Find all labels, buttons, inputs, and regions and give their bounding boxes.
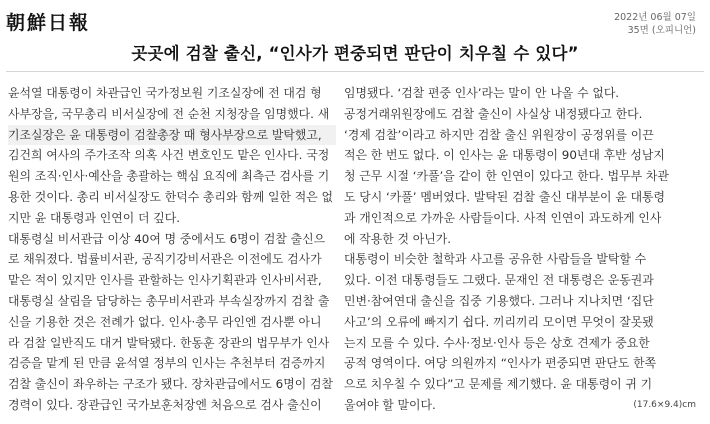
text-line: 청 근무 시절 ‘카풀’을 같이 한 인연이 있다고 한다. 법무부 차관 xyxy=(344,169,669,184)
clipping-size: (17.6×9.4)cm xyxy=(633,400,696,410)
text-line: 대통령실 살림을 담당하는 총무비서관과 부속실장까지 검찰 출 xyxy=(8,293,330,308)
text-line: 라 검찰 일반직도 대거 발탁됐다. 한동훈 장관의 법무부가 인사 xyxy=(8,335,330,350)
text-line: 에 작용한 것 아닌가. xyxy=(344,231,452,246)
text-line: 는지 모를 수 있다. 수사·정보·인사 등은 상호 견제가 중요한 xyxy=(344,335,650,350)
text-line: 도 당시 ‘카풀’ 멤버였다. 발탁된 검찰 출신 대부분이 윤 대통령 xyxy=(344,189,666,204)
publication-meta xyxy=(614,11,696,37)
text-line: 으로 치우칠 수 있다”고 문제를 제기했다. 윤 대통령이 귀 기 xyxy=(344,377,653,392)
text-line: 맡은 적이 있지만 인사를 관할하는 인사기획관과 인사비서관, xyxy=(8,273,322,288)
text-line: 기조실장은 윤 대통령이 검찰총장 때 형사부장으로 발탁했고, xyxy=(8,125,336,146)
text-line: 로 채워졌다. 법률비서관, 공직기강비서관은 이전에도 검사가 xyxy=(8,252,322,267)
text-line: ‘경제 검찰’이라고 하지만 검찰 출신 위원장이 공정위를 이끈 xyxy=(344,127,654,142)
text-line: 과 개인적으로 가까운 사람들이다. 사적 인연이 과도하게 인사 xyxy=(344,210,662,225)
text-line: 신을 기용한 것은 전례가 없다. 인사·총무 라인엔 검사뿐 아니 xyxy=(8,314,322,329)
text-line: 원의 조직·인사·예산을 총괄하는 핵심 요직에 최측근 검사를 기 xyxy=(8,169,330,184)
right-text-column xyxy=(344,83,704,416)
text-line: 사고’의 오류에 빠지기 쉽다. 끼리끼리 모이면 무엇이 잘못됐 xyxy=(344,314,654,329)
text-line: 임명됐다. ‘검찰 편중 인사’라는 말이 안 나올 수 없다. xyxy=(344,86,620,100)
text-line: 김건희 여사의 주가조작 의혹 사건 변호인도 맡은 인사다. 국정 xyxy=(8,148,330,163)
text-line: 윤석열 대통령이 차관급인 국가정보원 기조실장에 전 대검 형 xyxy=(8,86,322,100)
page-section: 35면 (오피니언) xyxy=(627,25,696,36)
text-line: 울여야 할 말이다. xyxy=(344,397,436,412)
text-line: 공정거래위원장에도 검찰 출신이 사실상 내정됐다고 한다. xyxy=(344,106,643,121)
text-line: 대통령실 비서관급 이상 40여 명 중에서도 6명이 검찰 출신으 xyxy=(8,231,326,246)
header-divider xyxy=(6,71,704,72)
article-headline: 곳곳에 검찰 출신, “인사가 편중되면 판단이 치우칠 수 있다” xyxy=(131,44,579,63)
publication-date: 2022년 06월 07일 xyxy=(614,12,696,23)
newspaper-masthead: 朝鮮日報 xyxy=(6,12,91,34)
left-text-column xyxy=(8,83,336,416)
text-line: 있다. 이전 대통령들도 그랬다. 문재인 전 대통령은 운동권과 xyxy=(344,273,654,288)
text-line: 검증을 맡게 된 만큼 윤석열 정부의 인사는 추천부터 검증까지 xyxy=(8,356,326,371)
text-line: 사부장을, 국무총리 비서실장에 전 순천 지청장을 임명했다. 새 xyxy=(8,106,330,121)
text-line: 경력이 있다. 장관급인 국가보훈처장엔 처음으로 검사 출신이 xyxy=(8,397,322,412)
text-line: 공적 영역이다. 여당 의원까지 “인사가 편중되면 판단도 한쪽 xyxy=(344,356,657,371)
text-line: 민변·참여연대 출신을 집중 기용했다. 그러나 지나치면 ‘집단 xyxy=(344,293,654,308)
text-line: 용한 것이다. 총리 비서실장도 한덕수 총리와 함께 일한 적은 없 xyxy=(8,189,333,204)
text-line: 적은 한 번도 없다. 이 인사는 윤 대통령이 90년대 후반 성남지 xyxy=(344,148,665,163)
text-line: 검찰 출신이 좌우하는 구조가 됐다. 장차관급에서도 6명이 검찰 xyxy=(8,377,333,392)
text-line: 지만 윤 대통령과 인연이 더 깊다. xyxy=(8,210,181,225)
text-line: 대통령이 비슷한 철학과 사고를 공유한 사람들을 발탁할 수 xyxy=(344,252,647,267)
